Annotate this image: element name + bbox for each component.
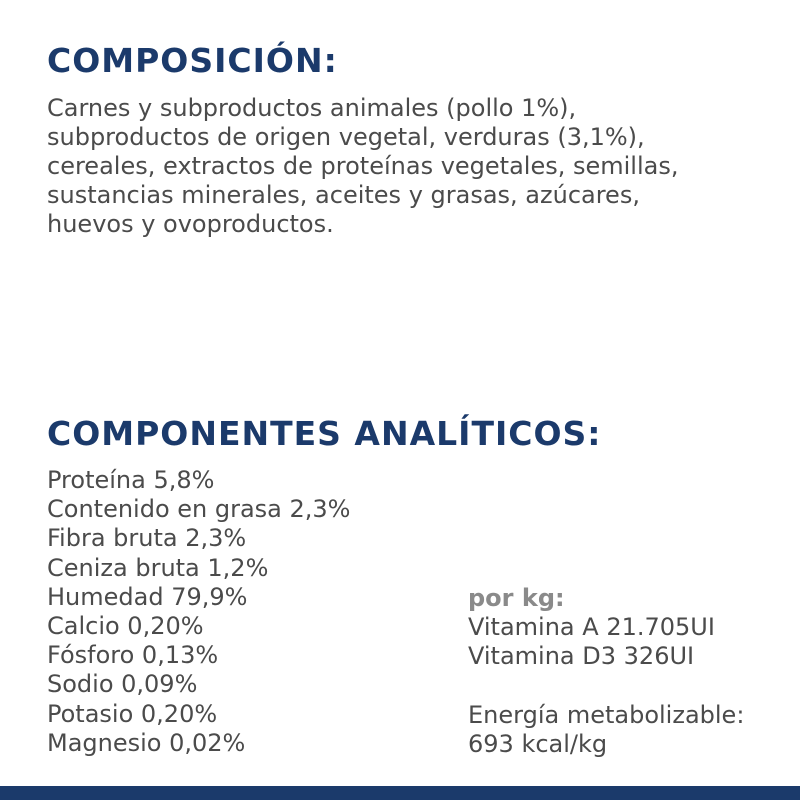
composition-line: cereales, extractos de proteínas vegetales, semillas, [47, 152, 679, 180]
energy-label: Energía metabolizable: [468, 700, 745, 729]
vitamin-d3-value: Vitamina D3 326UI [468, 642, 695, 671]
list-item: Sodio 0,09% [47, 670, 198, 699]
list-item: Fósforo 0,13% [47, 641, 219, 670]
composition-line: sustancias minerales, aceites y grasas, azúcares, [47, 181, 640, 209]
list-item: Proteína 5,8% [47, 466, 215, 494]
composition-text [47, 94, 767, 239]
composition-heading: COMPOSICIÓN: [47, 41, 338, 80]
composition-line: Carnes y subproductos animales (pollo 1%), [47, 94, 577, 122]
list-item: Ceniza bruta 1,2% [47, 553, 269, 582]
list-item: Fibra bruta 2,3% [47, 524, 247, 553]
list-item: Magnesio 0,02% [47, 728, 246, 757]
list-item: Humedad 79,9% [47, 582, 248, 611]
composition-line: huevos y ovoproductos. [47, 210, 334, 238]
per-kg-label: por kg: [468, 584, 565, 612]
energy-value: 693 kcal/kg [468, 730, 608, 758]
per-kg-block [468, 584, 744, 759]
list-item: Contenido en grasa 2,3% [47, 495, 351, 524]
spacer [468, 672, 744, 701]
analytical-list [47, 466, 350, 758]
analytical-heading: COMPONENTES ANALÍTICOS: [47, 414, 602, 453]
list-item: Calcio 0,20% [47, 612, 204, 641]
bottom-band [0, 786, 800, 800]
composition-line: subproductos de origen vegetal, verduras (3,1%), [47, 123, 645, 151]
list-item: Potasio 0,20% [47, 699, 218, 728]
vitamin-a-value: Vitamina A 21.705UI [468, 613, 715, 642]
